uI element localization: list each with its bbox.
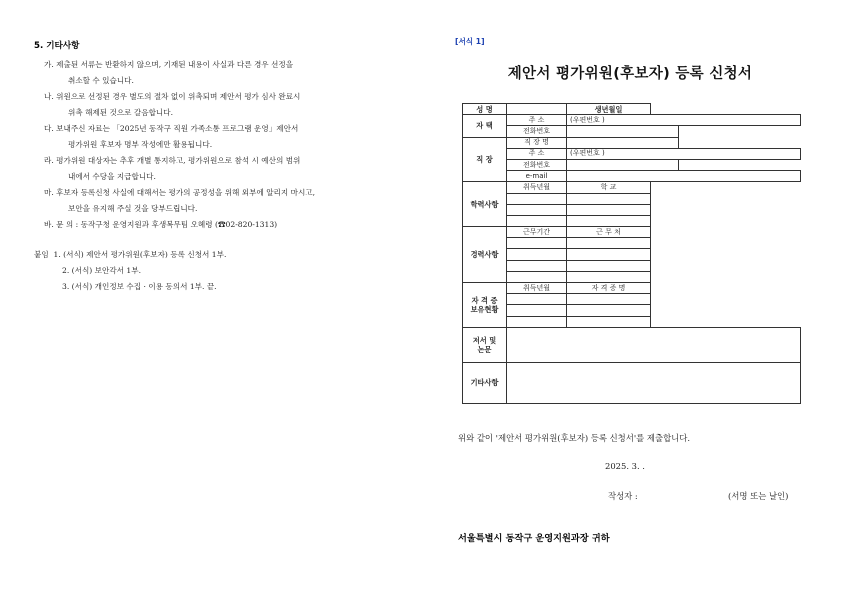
signature-note: (서명 또는 날인) [728, 491, 789, 501]
submission-statement: 위와 같이 '제안서 평가위원(후보자) 등록 신청서'를 제출합니다. [458, 433, 691, 443]
etc-field[interactable] [507, 362, 801, 403]
edu-year-cell[interactable] [507, 215, 567, 226]
education-label: 학력사항 [463, 182, 507, 227]
registration-table [462, 103, 801, 404]
employer-cell[interactable] [567, 271, 651, 282]
attachment-row: 붙임 1. (서식) 제안서 평가위원(후보자) 등록 신청서 1부. [34, 250, 227, 259]
license-name-cell[interactable] [567, 316, 651, 327]
birth-label: 생년월일 [567, 104, 651, 115]
work-phone-field[interactable] [567, 159, 679, 170]
email-field[interactable] [567, 171, 801, 182]
application-form [455, 36, 805, 544]
edu-year-header: 취득년월 [507, 182, 567, 193]
form-tag: [서식 1] [455, 37, 485, 46]
license-name-header: 자 격 증 명 [567, 283, 651, 294]
notice-item: 나. 위원으로 선정된 경우 별도의 절차 없이 위촉되며 제안서 평가 심사 완료시 위촉 해제된 것으로 갈음합니다. [44, 92, 301, 117]
employer-cell[interactable] [567, 249, 651, 260]
attachment-label: 붙임 [34, 250, 49, 259]
signer-line [608, 490, 808, 502]
submission-date: 2025. 3. . [605, 461, 645, 471]
section-title: 5. 기타사항 [34, 41, 80, 51]
addressee: 서울특별시 동작구 운영지원과장 귀하 [458, 533, 610, 544]
edu-year-cell[interactable] [507, 193, 567, 204]
school-cell[interactable] [567, 215, 651, 226]
workplace-field[interactable] [567, 137, 679, 148]
work-address-label: 주 소 [507, 148, 567, 159]
attachment-row: 2. (서식) 보안각서 1부. [62, 266, 142, 275]
notice-item: 가. 제출된 서류는 반환하지 않으며, 기재된 내용이 사실과 다른 경우 선정을 취소할 수 있습니다. [44, 60, 294, 85]
work-period-header: 근무기간 [507, 227, 567, 238]
home-phone-field[interactable] [567, 126, 679, 137]
work-period-cell[interactable] [507, 271, 567, 282]
notice-item: 다. 보내주신 자료는 「2025년 동작구 직원 가족소통 프로그램 운영」제안서 평가위원 후보자 명부 작성에만 활용됩니다. [44, 124, 299, 149]
work-address-field[interactable]: (우편번호 ) [567, 148, 801, 159]
license-year-cell[interactable] [507, 305, 567, 316]
career-label: 경력사항 [463, 227, 507, 283]
school-cell[interactable] [567, 204, 651, 215]
contact-item: 바. 문 의 : 동작구청 운영지원과 후생복무팀 오혜령 (☎02-820-1313) [44, 220, 278, 229]
work-phone-label: 전화번호 [507, 159, 567, 170]
attachments [34, 247, 404, 295]
email-label: e-mail [507, 171, 567, 182]
etc-label: 기타사항 [463, 362, 507, 403]
edu-year-cell[interactable] [507, 204, 567, 215]
school-header: 학 교 [567, 182, 651, 193]
license-name-cell[interactable] [567, 294, 651, 305]
name-label: 성 명 [463, 104, 507, 115]
notice-item: 라. 평가위원 대상자는 추후 개별 통지하고, 평가위원으로 참석 시 예산의 범위 내에서 수당을 지급합니다. [44, 156, 301, 181]
license-year-cell[interactable] [507, 316, 567, 327]
employer-cell[interactable] [567, 260, 651, 271]
name-field[interactable] [507, 104, 567, 115]
license-label: 자 격 증 보유현황 [463, 283, 507, 328]
home-label: 자 택 [463, 115, 507, 137]
work-period-cell[interactable] [507, 238, 567, 249]
work-period-cell[interactable] [507, 260, 567, 271]
papers-label: 저서 및 논문 [463, 327, 507, 362]
form-title: 제안서 평가위원(후보자) 등록 신청서 [507, 66, 753, 82]
attachment-row: 3. (서식) 개인정보 수집 · 이용 동의서 1부. 끝. [62, 282, 217, 291]
home-address-field[interactable]: (우편번호 ) [567, 115, 801, 126]
license-name-cell[interactable] [567, 305, 651, 316]
license-year-header: 취득년월 [507, 283, 567, 294]
school-cell[interactable] [567, 193, 651, 204]
workplace-label: 직 장 명 [507, 137, 567, 148]
notice-section [34, 38, 404, 295]
home-address-label: 주 소 [507, 115, 567, 126]
work-label: 직 장 [463, 137, 507, 182]
papers-field[interactable] [507, 327, 801, 362]
license-year-cell[interactable] [507, 294, 567, 305]
signer-label: 작성자 : [608, 491, 638, 501]
employer-header: 근 무 처 [567, 227, 651, 238]
home-phone-label: 전화번호 [507, 126, 567, 137]
notice-item: 마. 후보자 등록신청 사실에 대해서는 평가의 공정성을 위해 외부에 알리지 마시고, 보안을 유지해 주실 것을 당부드립니다. [44, 188, 316, 213]
employer-cell[interactable] [567, 238, 651, 249]
work-period-cell[interactable] [507, 249, 567, 260]
